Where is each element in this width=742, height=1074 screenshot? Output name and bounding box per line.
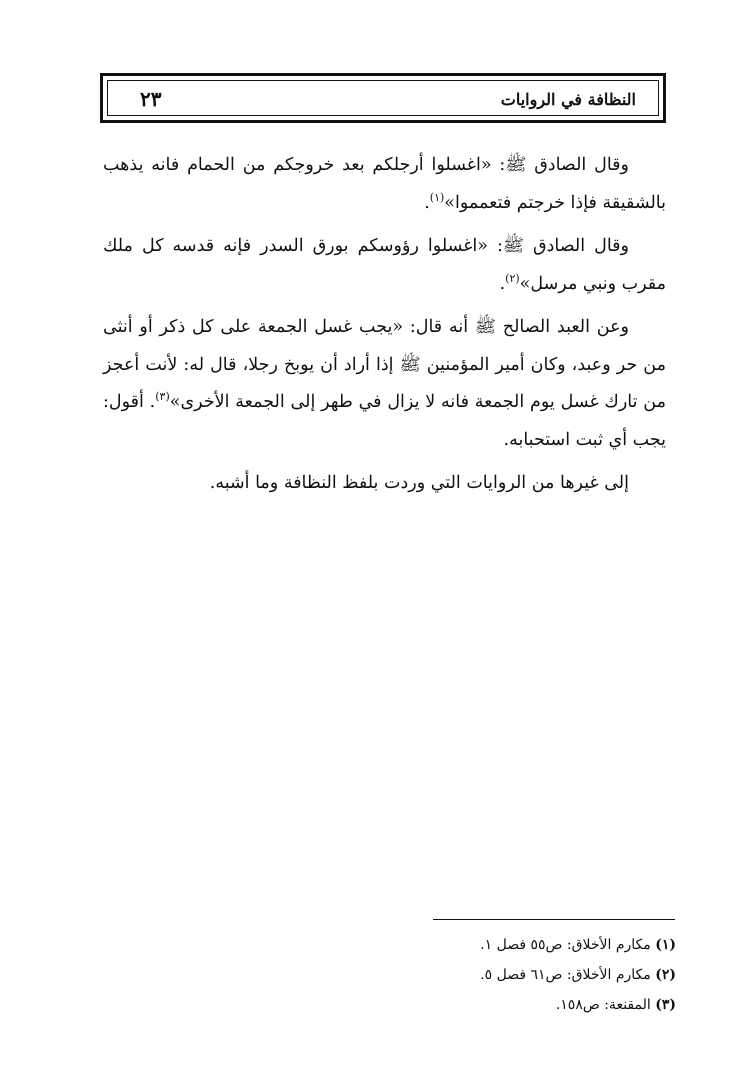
paragraph-text: وقال الصادق ﷺ: «اغسلوا رؤوسكم بورق السدر فإنه قدسه كل ملك مقرب ونبي مرسل» (103, 236, 666, 294)
paragraph (103, 147, 666, 222)
body-text (103, 147, 666, 509)
paragraph-tail: . (499, 273, 506, 294)
footnotes (276, 930, 676, 1020)
footnote-text: مكارم الأخلاق: ص٥٥ فصل ١. (480, 937, 651, 953)
chapter-title: النظافة في الروايات (500, 90, 636, 109)
paragraph (103, 309, 666, 459)
footnote-text: المقنعة: ص١٥٨. (555, 997, 651, 1013)
header-inner-frame (107, 80, 659, 116)
footnote-ref: (١) (429, 190, 445, 204)
paragraph-text: وعن العبد الصالح ﷺ أنه قال: «يجب غسل الجمعة على كل ذكر أو أنثى من حر وعبد، وكان أمير المؤمنين ﷺ إذا أراد أن يوبخ رجلا، قال له: لأنت أعجز من تارك غسل يوم الجمعة فانه لا يزال في طهر إلى الجمعة الأخرى» (103, 317, 666, 412)
footnote-ref: (٢) (505, 271, 520, 285)
footnote-text: مكارم الأخلاق: ص٦١ فصل ٥. (480, 967, 651, 983)
footnote (276, 960, 676, 990)
footnote-ref: (٣) (155, 390, 170, 404)
paragraph-text: إلى غيرها من الروايات التي وردت بلفظ النظافة وما أشبه. (209, 473, 629, 493)
paragraph (103, 465, 666, 503)
footnote (276, 990, 676, 1020)
paragraph-tail: . أقول: يجب أي ثبت استحبابه. (103, 392, 666, 450)
paragraph (103, 228, 666, 303)
footnote-divider (433, 919, 675, 920)
footnote-number: (١) (655, 937, 676, 953)
footnote-number: (٢) (655, 967, 676, 983)
footnote (276, 930, 676, 960)
paragraph-tail: . (424, 192, 430, 213)
footnote-number: (٣) (655, 997, 676, 1013)
page-number: ٢٣ (140, 87, 162, 111)
running-header (100, 73, 666, 123)
paragraph-text: وقال الصادق ﷺ: «اغسلوا أرجلكم بعد خروجكم من الحمام فانه يذهب بالشقيقة فإذا خرجتم فتعمموا» (103, 155, 666, 213)
